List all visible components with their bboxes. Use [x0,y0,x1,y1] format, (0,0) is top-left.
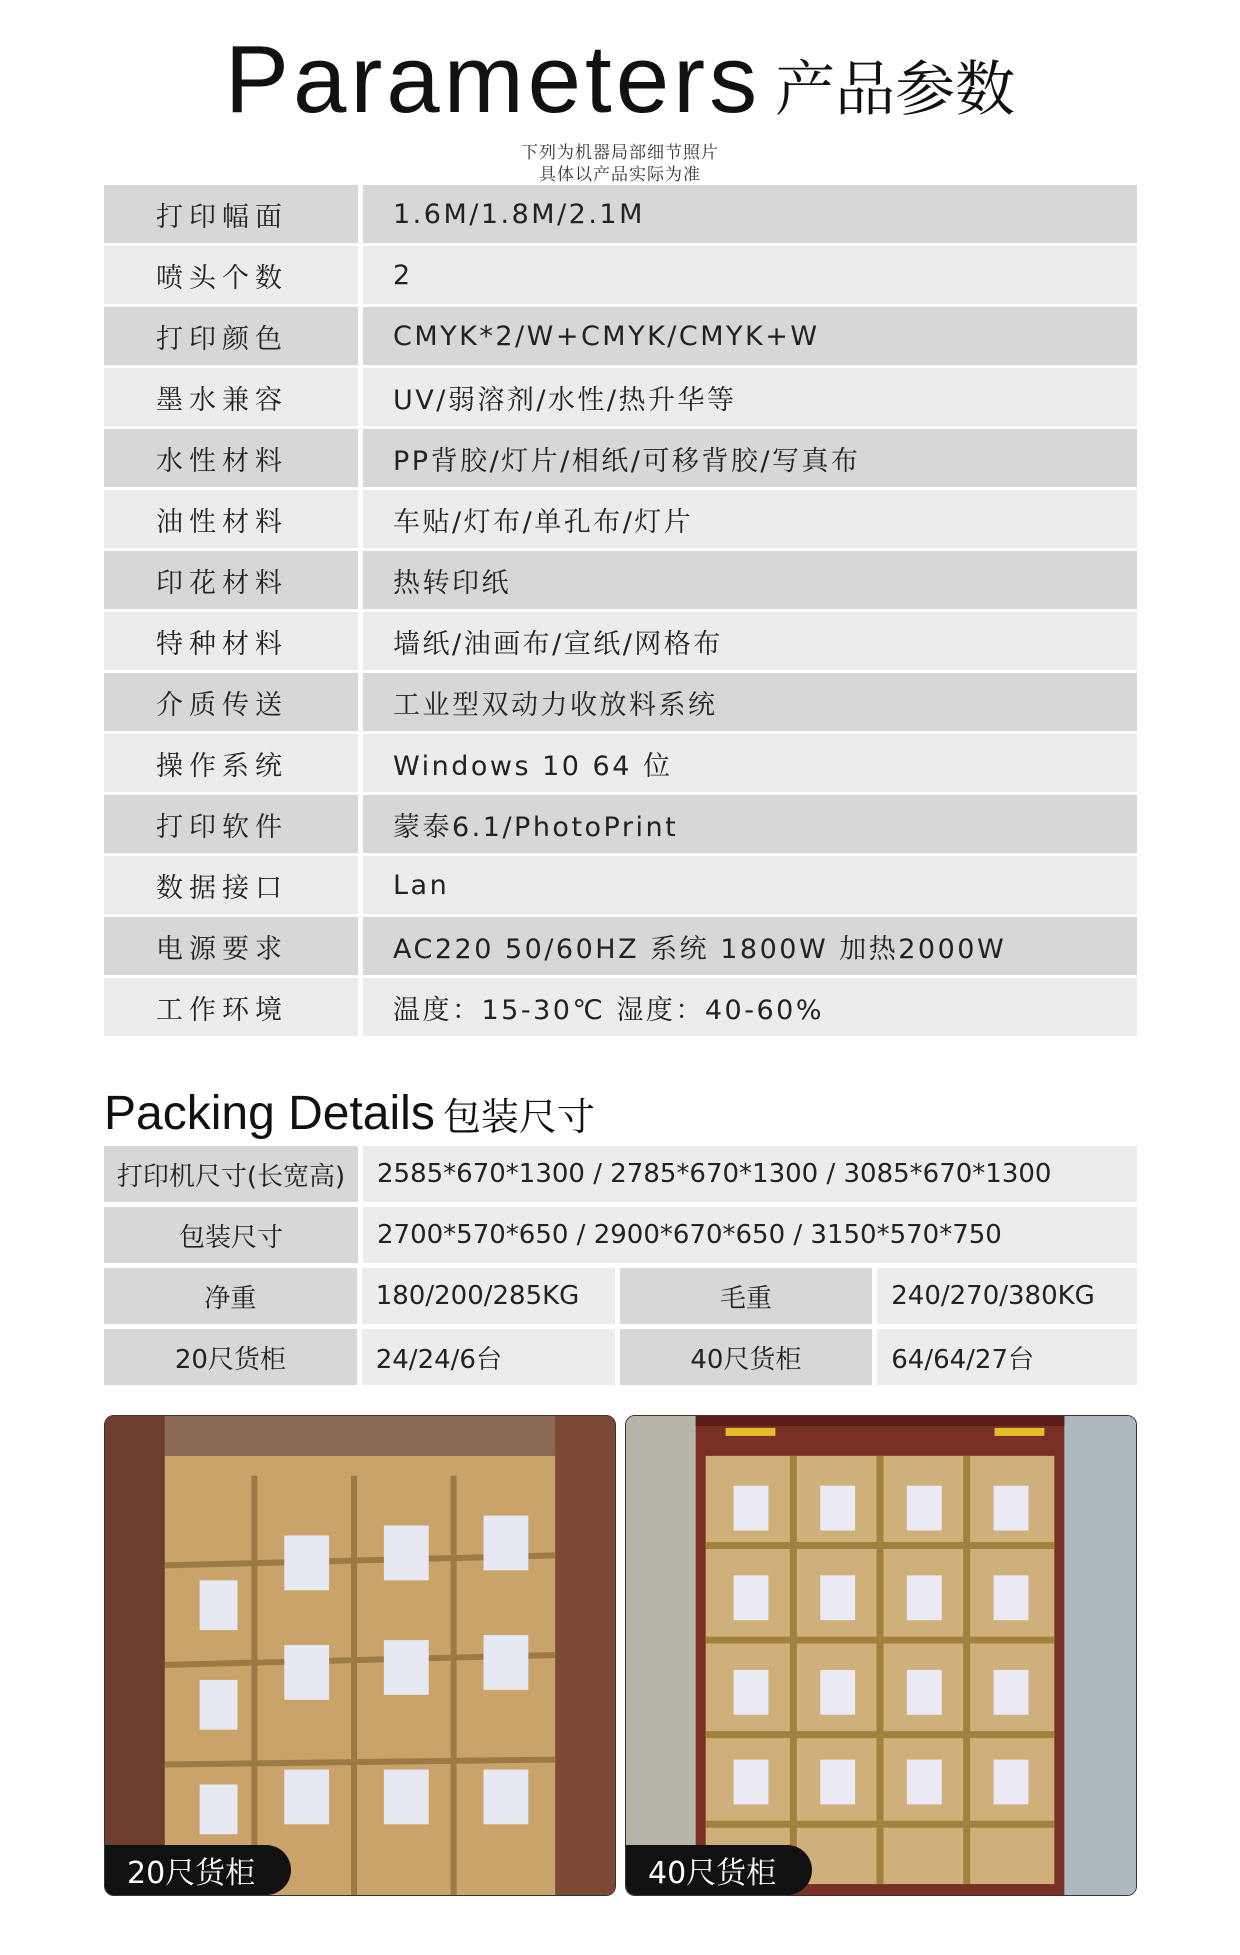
packing-table [104,1146,1137,1390]
param-row [104,856,1137,914]
param-key: 喷头个数 [104,246,358,304]
photo-caption-40ft: 40尺货柜 [626,1845,812,1895]
param-row [104,551,1137,609]
param-value: Windows 10 64 位 [363,734,1137,792]
param-value: 热转印纸 [363,551,1137,609]
param-value: UV/弱溶剂/水性/热升华等 [363,368,1137,426]
title-chinese: 产品参数 [775,55,1016,125]
param-key: 打印颜色 [104,307,358,365]
param-value: CMYK*2/W+CMYK/CMYK+W [363,307,1137,365]
param-key: 数据接口 [104,856,358,914]
net-weight-label: 净重 [104,1268,357,1324]
net-weight-value: 180/200/285KG [362,1268,615,1324]
crates-illustration-20ft [105,1416,615,1895]
param-value: 1.6M/1.8M/2.1M [363,185,1137,243]
param-value: AC220 50/60HZ 系统 1800W 加热2000W [363,917,1137,975]
param-key: 水性材料 [104,429,358,487]
param-row [104,734,1137,792]
container-40-value: 64/64/27台 [877,1329,1137,1385]
packing-row-container [104,1329,1137,1385]
crates-illustration-40ft [626,1416,1136,1895]
param-key: 电源要求 [104,917,358,975]
packing-title-chinese: 包装尺寸 [442,1095,595,1139]
packing-title [104,1078,595,1138]
machine-size-label: 打印机尺寸(长宽高) [104,1146,358,1202]
header [0,28,1240,186]
title-line [0,26,1240,133]
container-40-label: 40尺货柜 [620,1329,873,1385]
param-value: 温度：15-30℃ 湿度：40-60% [363,978,1137,1036]
container-20-value: 24/24/6台 [362,1329,615,1385]
param-key: 印花材料 [104,551,358,609]
gross-weight-value: 240/270/380KG [877,1268,1137,1324]
packing-row-package-size [104,1207,1137,1263]
packing-row-machine-size [104,1146,1137,1202]
param-row [104,246,1137,304]
parameter-table [104,185,1137,1039]
param-value: 工业型双动力收放料系统 [363,673,1137,731]
gross-weight-label: 毛重 [620,1268,873,1324]
photo-caption-20ft: 20尺货柜 [105,1845,291,1895]
param-key: 墨水兼容 [104,368,358,426]
param-key: 打印幅面 [104,185,358,243]
param-row [104,612,1137,670]
param-value: 蒙泰6.1/PhotoPrint [363,795,1137,853]
param-value: Lan [363,856,1137,914]
packing-title-english: Packing Details [104,1087,435,1140]
param-value: 2 [363,246,1137,304]
container-20-label: 20尺货柜 [104,1329,357,1385]
param-row [104,673,1137,731]
param-key: 介质传送 [104,673,358,731]
packing-row-weight [104,1268,1137,1324]
subtitle-line-2: 具体以产品实际为准 [539,165,701,185]
param-key: 油性材料 [104,490,358,548]
param-value: PP背胶/灯片/相纸/可移背胶/写真布 [363,429,1137,487]
photo-20ft-container [104,1415,616,1896]
param-row [104,307,1137,365]
title-english: Parameters [224,26,762,133]
package-size-label: 包装尺寸 [104,1207,358,1263]
photo-40ft-container [625,1415,1137,1896]
param-row [104,368,1137,426]
param-key: 工作环境 [104,978,358,1036]
machine-size-value: 2585*670*1300 / 2785*670*1300 / 3085*670*1300 [363,1146,1137,1202]
param-key: 特种材料 [104,612,358,670]
param-row [104,978,1137,1036]
param-row [104,185,1137,243]
package-size-value: 2700*570*650 / 2900*670*650 / 3150*570*750 [363,1207,1137,1263]
param-row [104,917,1137,975]
param-key: 打印软件 [104,795,358,853]
param-row [104,795,1137,853]
container-photos [104,1415,1137,1898]
param-value: 车贴/灯布/单孔布/灯片 [363,490,1137,548]
param-value: 墙纸/油画布/宣纸/网格布 [363,612,1137,670]
subtitle-line-1: 下列为机器局部细节照片 [521,143,719,163]
param-key: 操作系统 [104,734,358,792]
param-row [104,429,1137,487]
param-row [104,490,1137,548]
